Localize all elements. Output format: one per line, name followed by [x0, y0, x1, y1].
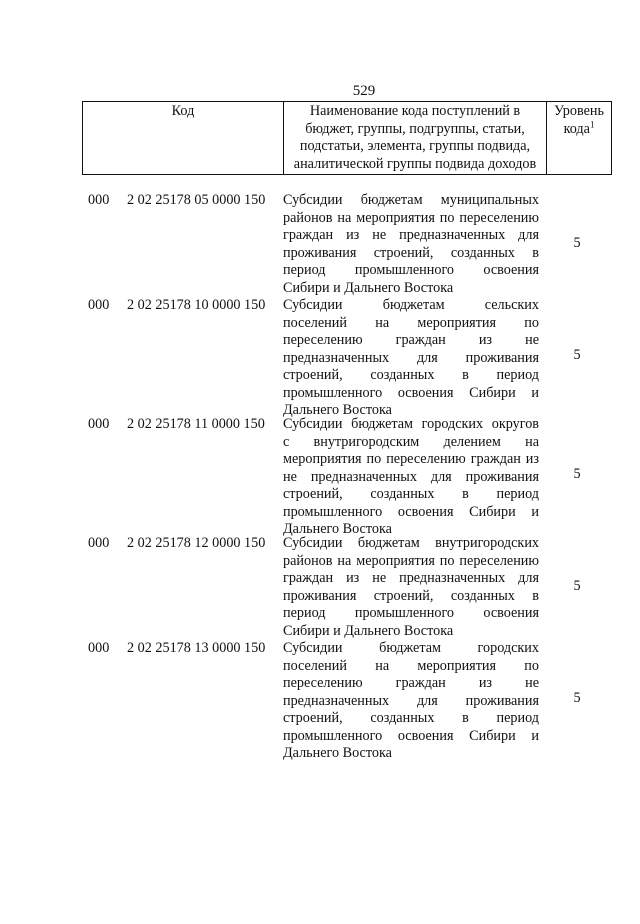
description-line: промышленного освоения Сибири и: [283, 384, 539, 401]
code-description: [283, 416, 539, 539]
description-line: с внутригородским делением на: [283, 433, 539, 450]
header-name-line: аналитической группы подвида доходов: [293, 155, 537, 172]
description-line: строений, созданных в период: [283, 710, 539, 726]
header-code: Код: [83, 102, 284, 175]
description-line: не предназначенных для проживания: [283, 468, 539, 485]
description-line: переселению граждан из не: [283, 675, 539, 691]
budget-code: 2 02 25178 13 0000 150: [127, 640, 266, 656]
description-line: Сибири и Дальнего Востока: [283, 622, 454, 639]
description-line: промышленного освоения Сибири и: [283, 503, 539, 520]
description-line: Субсидии бюджетам сельских: [283, 297, 539, 313]
description-line: Субсидии бюджетам городских: [283, 640, 539, 656]
budget-code: 2 02 25178 05 0000 150: [127, 192, 266, 208]
description-line: районов на мероприятия по переселению: [283, 552, 539, 569]
description-line: поселений на мероприятия по: [283, 314, 539, 331]
description-line: Сибири и Дальнего Востока: [283, 279, 454, 296]
header-level-line2: [549, 118, 609, 139]
description-line: граждан из не предназначенных для: [283, 227, 539, 243]
admin-code: 000: [88, 192, 110, 208]
description-line: Субсидии бюджетам муниципальных: [283, 192, 539, 208]
footnote-marker: 1: [589, 118, 595, 129]
description-line: период промышленного освоения: [283, 262, 539, 278]
description-line: проживания строений, созданных в: [283, 244, 539, 261]
table-header: [82, 101, 612, 175]
code-level: 5: [573, 690, 581, 706]
description-line: переселению граждан из не: [283, 332, 539, 348]
description-line: строений, созданных в период: [283, 367, 539, 383]
header-name-line: Наименование кода поступлений в: [309, 103, 521, 119]
description-line: граждан из не предназначенных для: [283, 570, 539, 586]
page-number: 529: [352, 83, 376, 99]
description-line: Дальнего Востока: [283, 521, 392, 537]
code-level: 5: [573, 466, 581, 482]
header-level-line1: Уровень: [554, 103, 604, 119]
code-level: 5: [573, 578, 581, 594]
description-line: Субсидии бюджетам городских округов: [283, 416, 539, 432]
code-description: [283, 297, 539, 420]
admin-code: 000: [88, 535, 110, 551]
code-level: 5: [573, 235, 581, 251]
code-description: [283, 535, 539, 640]
budget-code: 2 02 25178 10 0000 150: [127, 297, 266, 313]
description-line: Дальнего Востока: [283, 402, 392, 418]
budget-code: 2 02 25178 11 0000 150: [127, 416, 265, 432]
description-line: строений, созданных в период: [283, 486, 539, 502]
description-line: поселений на мероприятия по: [283, 657, 539, 674]
description-line: Дальнего Востока: [283, 745, 392, 761]
header-level-label: кода: [563, 120, 590, 137]
header-name-line: подстатьи, элемента, группы подвида,: [299, 138, 531, 154]
description-line: период промышленного освоения: [283, 605, 539, 621]
admin-code: 000: [88, 640, 110, 656]
description-line: районов на мероприятия по переселению: [283, 209, 539, 226]
code-description: [283, 192, 539, 297]
header-level: [547, 102, 612, 175]
description-line: предназначенных для проживания: [283, 349, 539, 366]
header-name: [284, 102, 547, 175]
description-line: проживания строений, созданных в: [283, 587, 539, 604]
admin-code: 000: [88, 297, 110, 313]
description-line: Субсидии бюджетам внутригородских: [283, 535, 539, 551]
header-name-line: бюджет, группы, подгруппы, статьи,: [305, 120, 525, 137]
description-line: мероприятия по переселению граждан из: [283, 451, 539, 467]
description-line: предназначенных для проживания: [283, 692, 539, 709]
code-level: 5: [573, 347, 581, 363]
admin-code: 000: [88, 416, 110, 432]
description-line: промышленного освоения Сибири и: [283, 727, 539, 744]
budget-code: 2 02 25178 12 0000 150: [127, 535, 266, 551]
code-description: [283, 640, 539, 763]
